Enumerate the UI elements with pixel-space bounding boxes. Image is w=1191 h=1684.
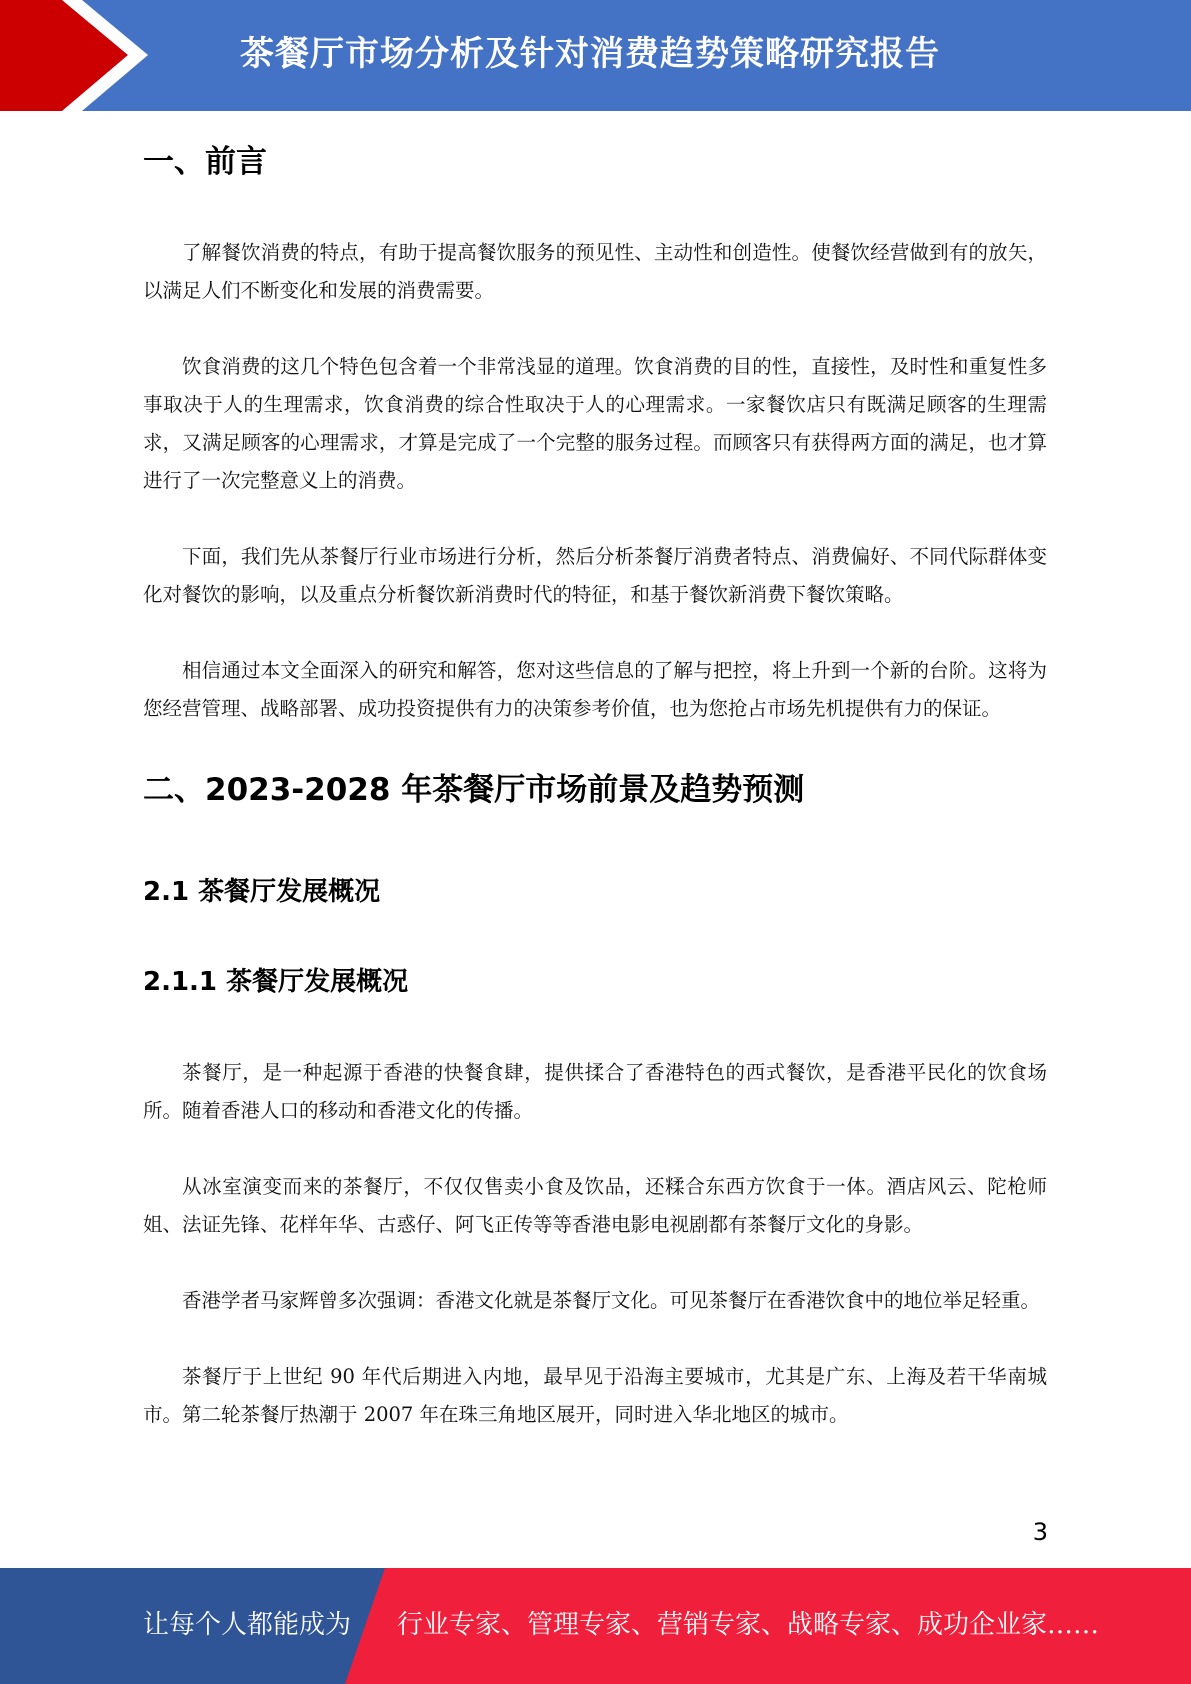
header-arrow-logo — [0, 0, 160, 111]
page-content — [143, 140, 1047, 1434]
paragraph: 下面，我们先从茶餐厅行业市场进行分析，然后分析茶餐厅消费者特点、消费偏好、不同代际群体变化对餐饮的影响，以及重点分析餐饮新消费时代的特征，和基于餐饮新消费下餐饮策略。 — [143, 545, 1047, 606]
footer-slogan-right: 行业专家、管理专家、营销专家、战略专家、成功企业家…… — [397, 1610, 1100, 1640]
subsection-heading: 2.1.1 茶餐厅发展概况 — [143, 967, 409, 997]
paragraph: 从冰室演变而来的茶餐厅，不仅仅售卖小食及饮品，还糅合东西方饮食于一体。酒店风云、陀枪师姐、法证先锋、花样年华、古惑仔、阿飞正传等等香港电影电视剧都有茶餐厅文化的身影。 — [143, 1175, 1047, 1236]
paragraph: 香港学者马家辉曾多次强调：香港文化就是茶餐厅文化。可见茶餐厅在香港饮食中的地位举足轻重。 — [182, 1289, 1041, 1312]
header-banner — [0, 0, 1191, 111]
paragraph: 茶餐厅于上世纪 90 年代后期进入内地，最早见于沿海主要城市，尤其是广东、上海及若干华南城市。第二轮茶餐厅热潮于 2007 年在珠三角地区展开，同时进入华北地区的城市。 — [143, 1365, 1047, 1426]
paragraph: 饮食消费的这几个特色包含着一个非常浅显的道理。饮食消费的目的性，直接性，及时性和重复性多事取决于人的生理需求，饮食消费的综合性取决于人的心理需求。一家餐饮店只有既满足顾客的生理需求，又满足顾客的心理需求，才算是完成了一个完整的服务过程。而顾客只有获得两方面的满足，也才算进行了一次完整意义上的消费。 — [143, 355, 1047, 492]
paragraph: 相信通过本文全面深入的研究和解答，您对这些信息的了解与把控，将上升到一个新的台阶。这将为您经营管理、战略部署、成功投资提供有力的决策参考价值，也为您抢占市场先机提供有力的保证。 — [143, 659, 1047, 720]
section-heading-preface: 一、前言 — [143, 144, 267, 180]
footer-banner — [0, 1568, 1191, 1684]
page-number: 3 — [1032, 1518, 1048, 1546]
paragraph: 茶餐厅，是一种起源于香港的快餐食肆，提供揉合了香港特色的西式餐饮，是香港平民化的饮食场所。随着香港人口的移动和香港文化的传播。 — [143, 1061, 1047, 1122]
section-heading-forecast: 二、2023-2028 年茶餐厅市场前景及趋势预测 — [143, 772, 805, 808]
footer-slogan-left: 让每个人都能成为 — [143, 1610, 352, 1640]
report-title: 茶餐厅市场分析及针对消费趋势策略研究报告 — [240, 34, 940, 74]
paragraph: 了解餐饮消费的特点，有助于提高餐饮服务的预见性、主动性和创造性。使餐饮经营做到有的放矢，以满足人们不断变化和发展的消费需要。 — [143, 241, 1047, 302]
subsection-heading: 2.1 茶餐厅发展概况 — [143, 877, 381, 907]
